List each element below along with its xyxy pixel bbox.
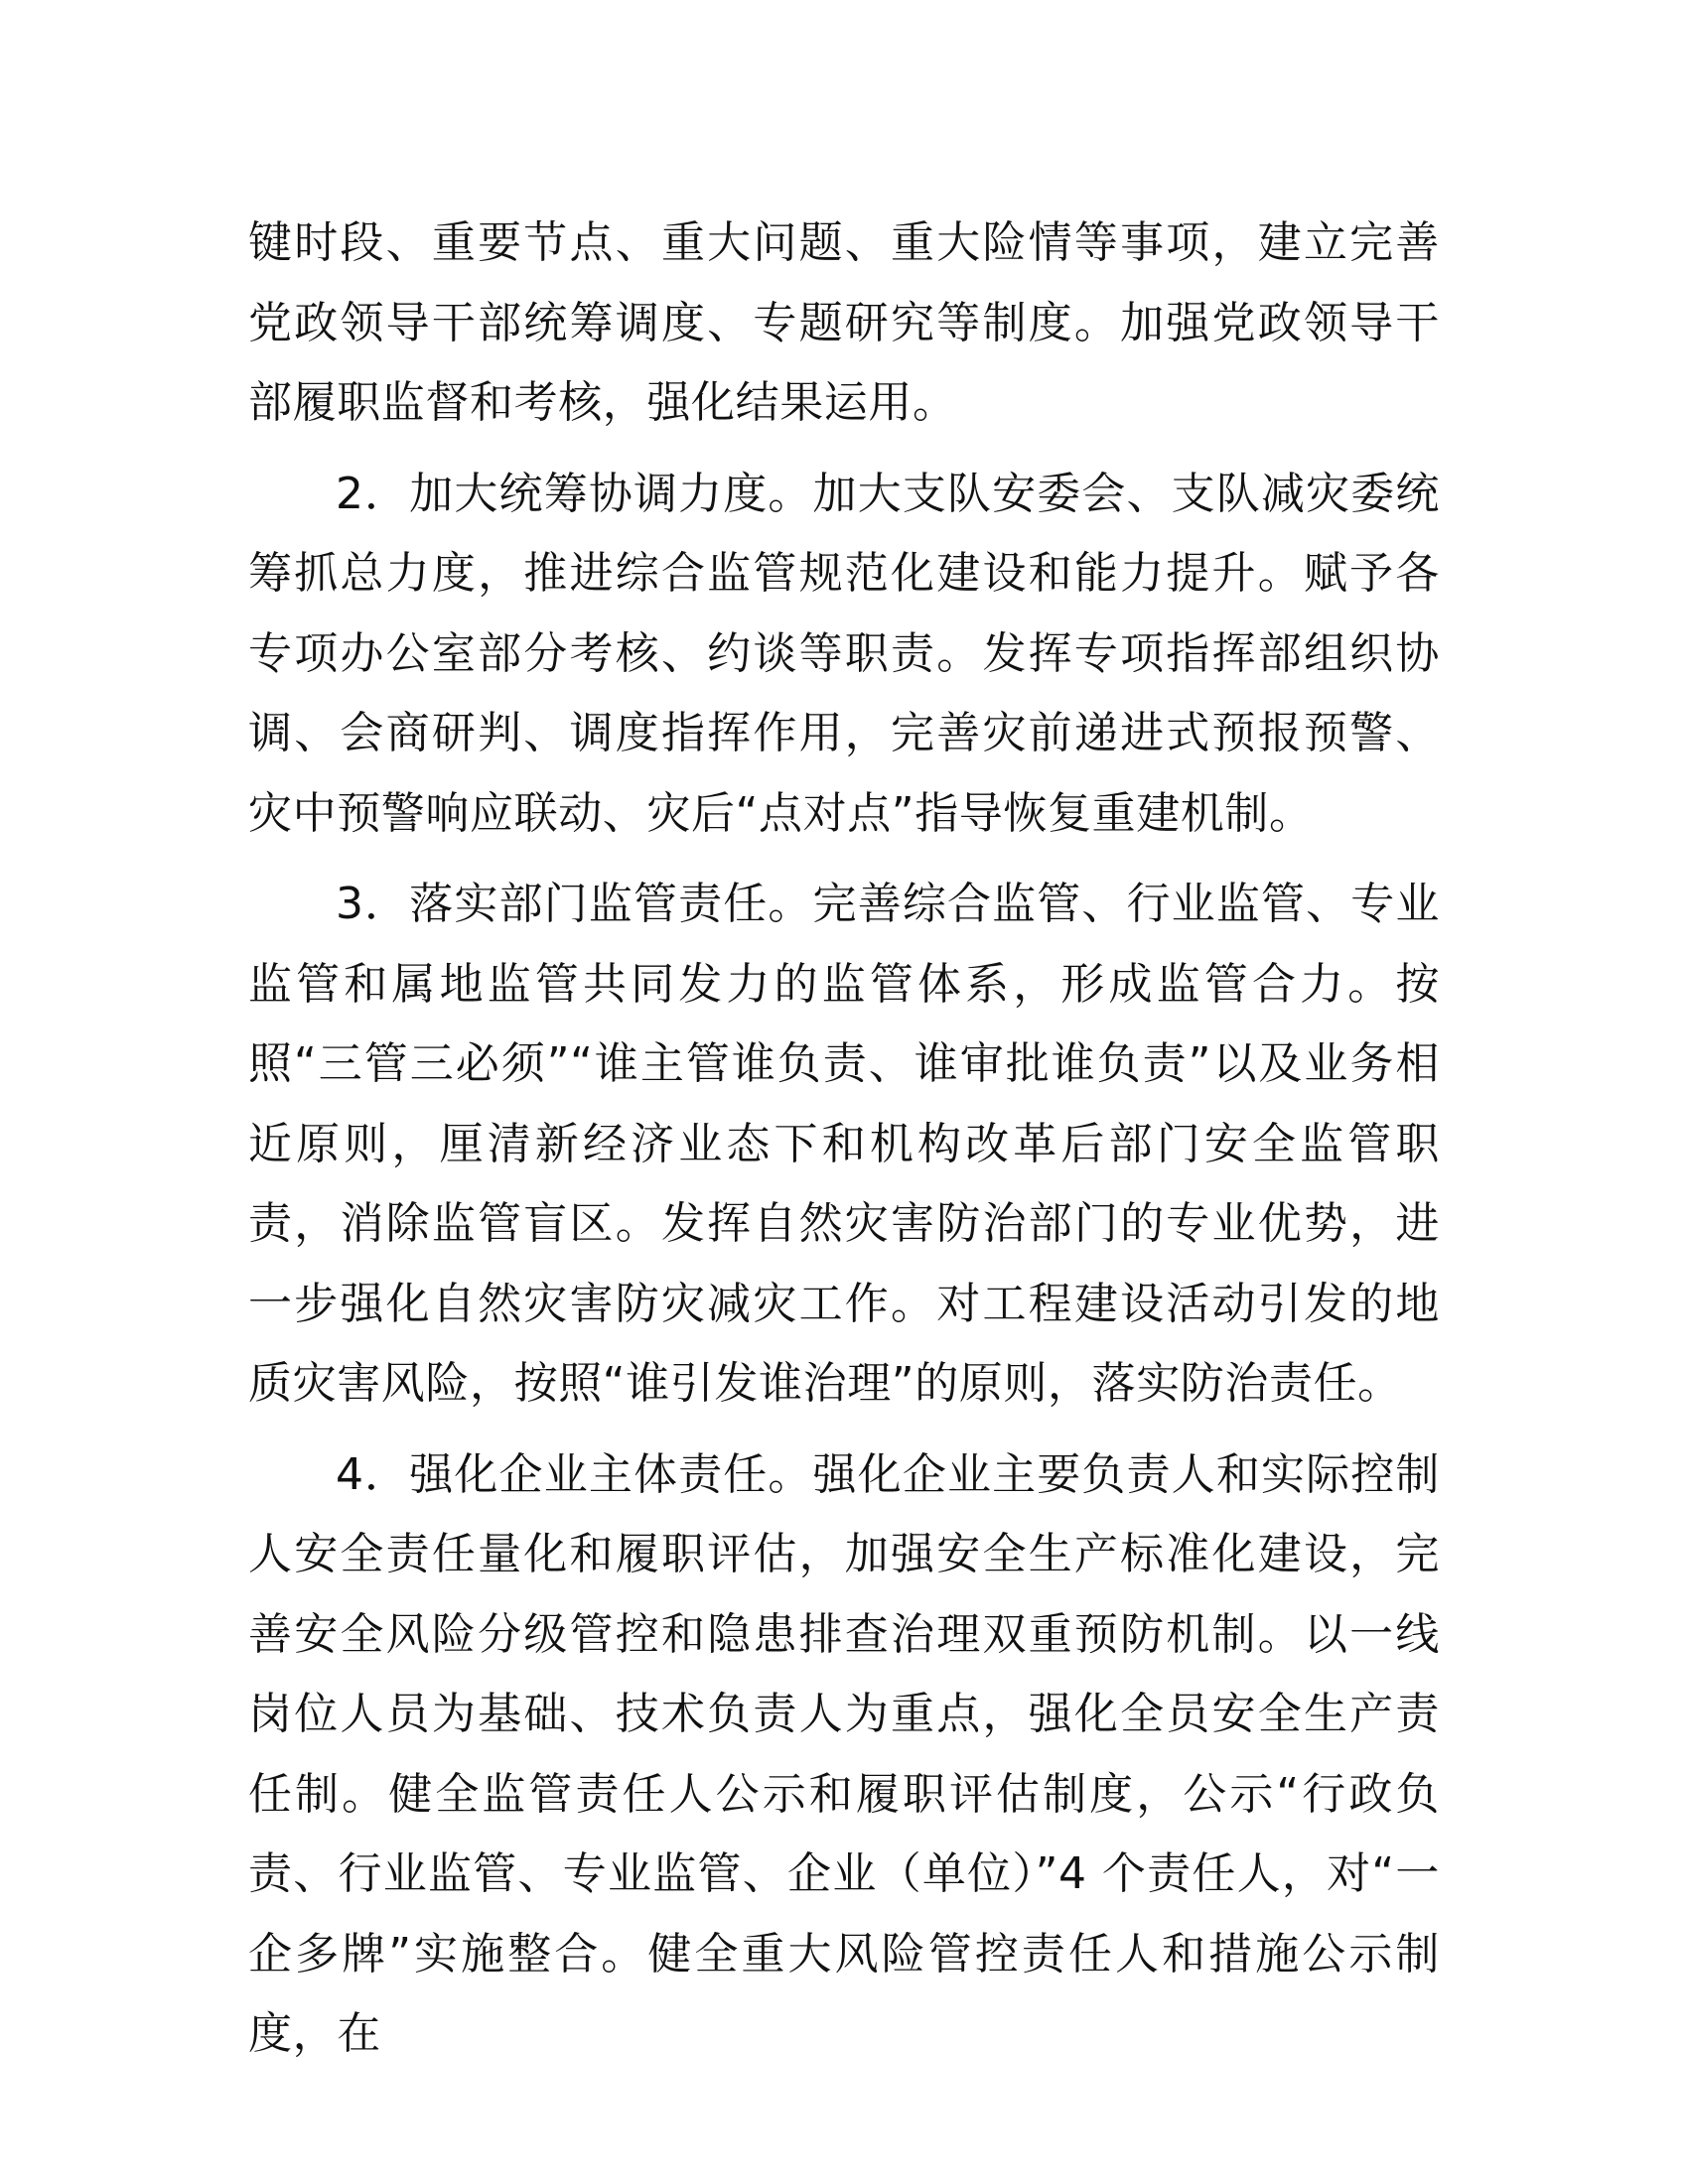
paragraph-3: 3．落实部门监管责任。完善综合监管、行业监管、专业监管和属地监管共同发力的监管体系，形成监管合力。按照“三管三必须”“谁主管谁负责、谁审批谁负责”以及业务相近原则，厘清新经济业态下和机构改革后部门安全监管职责，消除监管盲区。发挥自然灾害防治部门的专业优势，进一步强化自然灾害防灾减灾工作。对工程建设活动引发的地质灾害风险，按照“谁引发谁治理”的原则，落实防治责任。 xyxy=(248,879,1440,1409)
paragraph-2: 2．加大统筹协调力度。加大支队安委会、支队减灾委统筹抓总力度，推进综合监管规范化建设和能力提升。赋予各专项办公室部分考核、约谈等职责。发挥专项指挥部组织协调、会商研判、调度指挥作用，完善灾前递进式预报预警、灾中预警响应联动、灾后“点对点”指导恢复重建机制。 xyxy=(248,468,1440,839)
paragraph-continued: 键时段、重要节点、重大问题、重大险情等事项，建立完善党政领导干部统筹调度、专题研究等制度。加强党政领导干部履职监督和考核，强化结果运用。 xyxy=(248,217,1440,428)
body-text xyxy=(248,204,1440,2086)
paragraph-4: 4．强化企业主体责任。强化企业主要负责人和实际控制人安全责任量化和履职评估，加强安全生产标准化建设，完善安全风险分级管控和隐患排查治理双重预防机制。以一线岗位人员为基础、技术负责人为重点，强化全员安全生产责任制。健全监管责任人公示和履职评估制度，公示“行政负责、行业监管、专业监管、企业（单位）”4 个责任人，对“一企多牌”实施整合。健全重大风险管控责任人和措施公示制度，在 xyxy=(248,1448,1440,2059)
